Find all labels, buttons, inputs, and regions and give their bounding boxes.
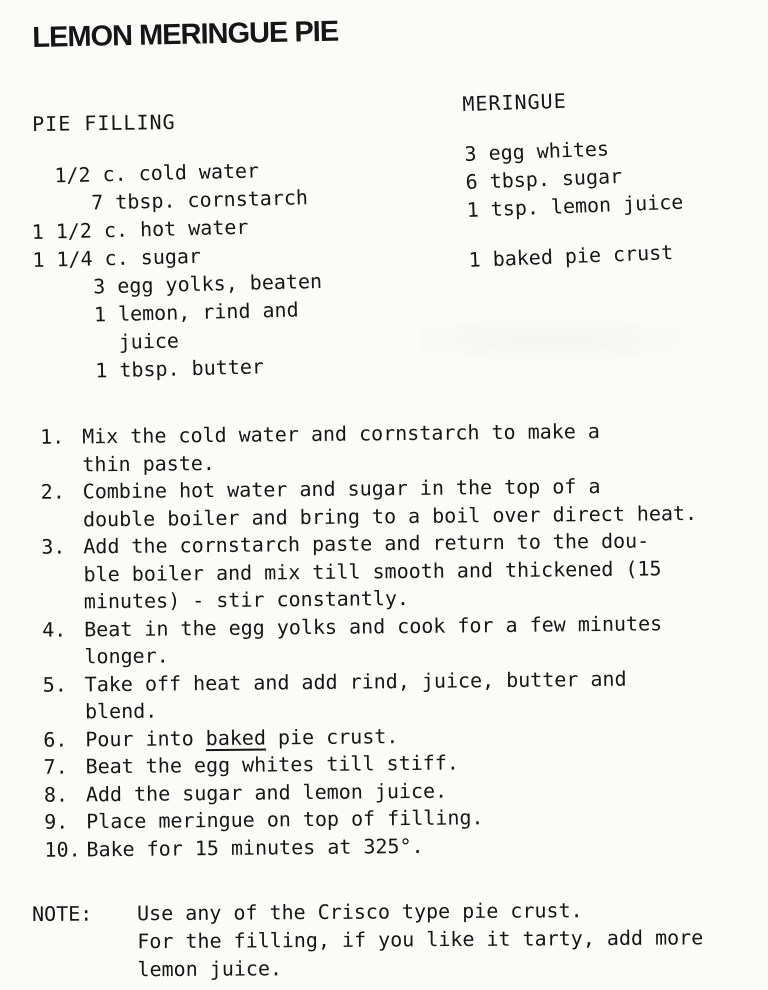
ingredient-item: 3 egg whites bbox=[464, 136, 610, 166]
pie-filling-heading: PIE FILLING bbox=[32, 109, 176, 136]
pie-crust-item: 1 baked pie crust bbox=[468, 240, 674, 272]
step-number: 10. bbox=[44, 836, 81, 862]
meringue-ingredients bbox=[464, 132, 686, 274]
step-item bbox=[23, 471, 744, 534]
paper-stain bbox=[420, 320, 680, 360]
step-text: Place meringue on top of filling. bbox=[86, 805, 484, 834]
step-number: 4. bbox=[42, 617, 67, 642]
step-text: Beat in the egg yolks and cook for a few minutes longer. bbox=[84, 610, 663, 669]
recipe-title: LEMON MERINGUE PIE bbox=[32, 15, 339, 54]
step-number: 6. bbox=[43, 727, 68, 752]
ingredient-item: 6 tbsp. sugar bbox=[465, 163, 623, 194]
step-item bbox=[22, 416, 743, 479]
ingredient-item: juice bbox=[34, 328, 180, 356]
ingredient-item: 1 1/2 c. hot water bbox=[31, 214, 249, 244]
note-line: For the filling, if you like it tarty, add more bbox=[137, 925, 704, 954]
recipe-note bbox=[32, 895, 704, 984]
instruction-steps bbox=[22, 416, 747, 864]
step-text: Add the cornstarch paste and return to the dou- ble boiler and mix till smooth and thickened (15 minutes) - stir constantly. bbox=[83, 528, 662, 614]
ingredient-item: 1/2 c. cold water bbox=[30, 158, 260, 188]
step-text: Pour into baked pie crust. bbox=[85, 723, 399, 751]
step-text: Bake for 15 minutes at 325°. bbox=[86, 833, 424, 861]
step-item bbox=[23, 526, 744, 616]
step-number: 2. bbox=[40, 479, 65, 504]
meringue-heading: MERINGUE bbox=[462, 88, 568, 116]
step-item bbox=[25, 664, 746, 727]
note-label: NOTE: bbox=[32, 901, 93, 926]
step-number: 9. bbox=[44, 809, 69, 834]
underlined-word: baked bbox=[205, 724, 267, 750]
note-line: lemon juice. bbox=[137, 956, 283, 982]
step-number: 5. bbox=[42, 672, 67, 697]
step-text: Take off heat and add rind, juice, butter and blend. bbox=[84, 666, 627, 724]
step-number: 1. bbox=[40, 424, 65, 449]
step-number: 7. bbox=[43, 754, 68, 779]
ingredient-item: 1 tsp. lemon juice bbox=[466, 189, 684, 222]
ingredient-item: 7 tbsp. cornstarch bbox=[30, 185, 309, 216]
ingredient-item: 1 lemon, rind and bbox=[33, 297, 299, 328]
pie-filling-ingredients bbox=[30, 155, 324, 386]
step-text: Combine hot water and sugar in the top of a double boiler and bring to a boil over direct heat. bbox=[82, 473, 698, 531]
ingredient-item: 3 egg yolks, beaten bbox=[32, 268, 323, 300]
note-line: Use any of the Crisco type pie crust. bbox=[137, 898, 583, 926]
ingredient-item: 1 1/4 c. sugar bbox=[32, 243, 202, 272]
step-text: Mix the cold water and cornstarch to make a thin paste. bbox=[82, 418, 600, 476]
ingredient-item: 1 tbsp. butter bbox=[34, 354, 265, 384]
step-number: 8. bbox=[43, 782, 69, 807]
step-text: Beat the egg whites till stiff. bbox=[85, 750, 459, 779]
step-item bbox=[24, 609, 745, 672]
step-number: 3. bbox=[41, 534, 66, 559]
step-text: Add the sugar and lemon juice. bbox=[85, 778, 448, 806]
